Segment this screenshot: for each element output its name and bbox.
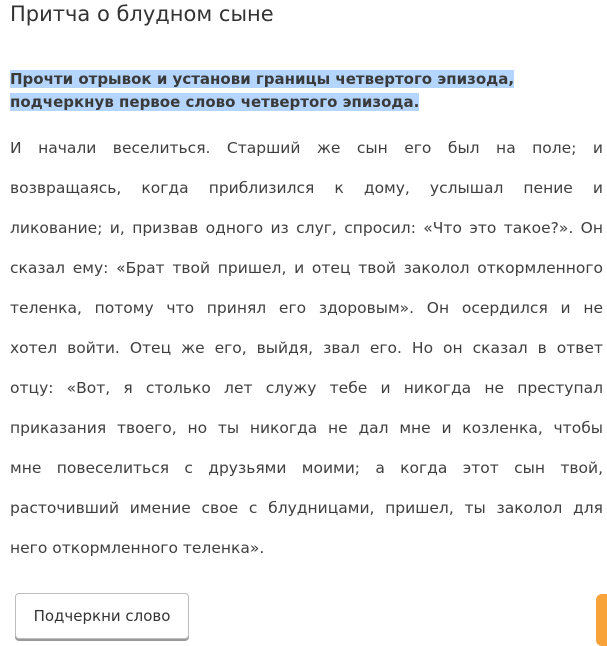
passage-line[interactable]: сказал ему: «Брат твой пришел, и отец твой заколол откормленного — [10, 259, 603, 277]
passage-line[interactable]: хотел войти. Отец же его, выйдя, звал его. Но он сказал в ответ — [10, 339, 603, 357]
passage-line[interactable]: мне повеселиться с друзьями моими; а когда этот сын твой, — [10, 459, 603, 477]
instruction-line-1: Прочти отрывок и установи границы четвертого эпизода, — [10, 70, 515, 88]
passage-line[interactable]: отцу: «Вот, я столько лет служу тебе и никогда не преступал — [10, 379, 603, 397]
passage-line[interactable]: приказания твоего, но ты никогда не дал мне и козленка, чтобы — [10, 419, 603, 437]
passage-line[interactable]: И начали веселиться. Старший же сын его был на поле; и — [10, 139, 603, 157]
underline-word-button[interactable]: Подчеркни слово — [15, 593, 189, 639]
page-title: Притча о блудном сыне — [10, 2, 274, 26]
passage-line[interactable]: теленка, потому что принял его здоровым». Он осердился и не — [10, 299, 603, 317]
passage-line[interactable]: ликование; и, призвав одного из слуг, спросил: «Что это такое?». Он — [10, 219, 603, 237]
side-tab[interactable] — [596, 594, 607, 646]
passage-line[interactable]: него откормленного теленка». — [10, 539, 265, 557]
task-instruction — [10, 68, 600, 114]
passage-line[interactable]: возвращаясь, когда приблизился к дому, услышал пение и — [10, 179, 603, 197]
instruction-line-2: подчеркнув первое слово четвертого эпизода. — [10, 93, 420, 111]
passage-line[interactable]: расточивший имение свое с блудницами, пришел, ты заколол для — [10, 499, 603, 517]
